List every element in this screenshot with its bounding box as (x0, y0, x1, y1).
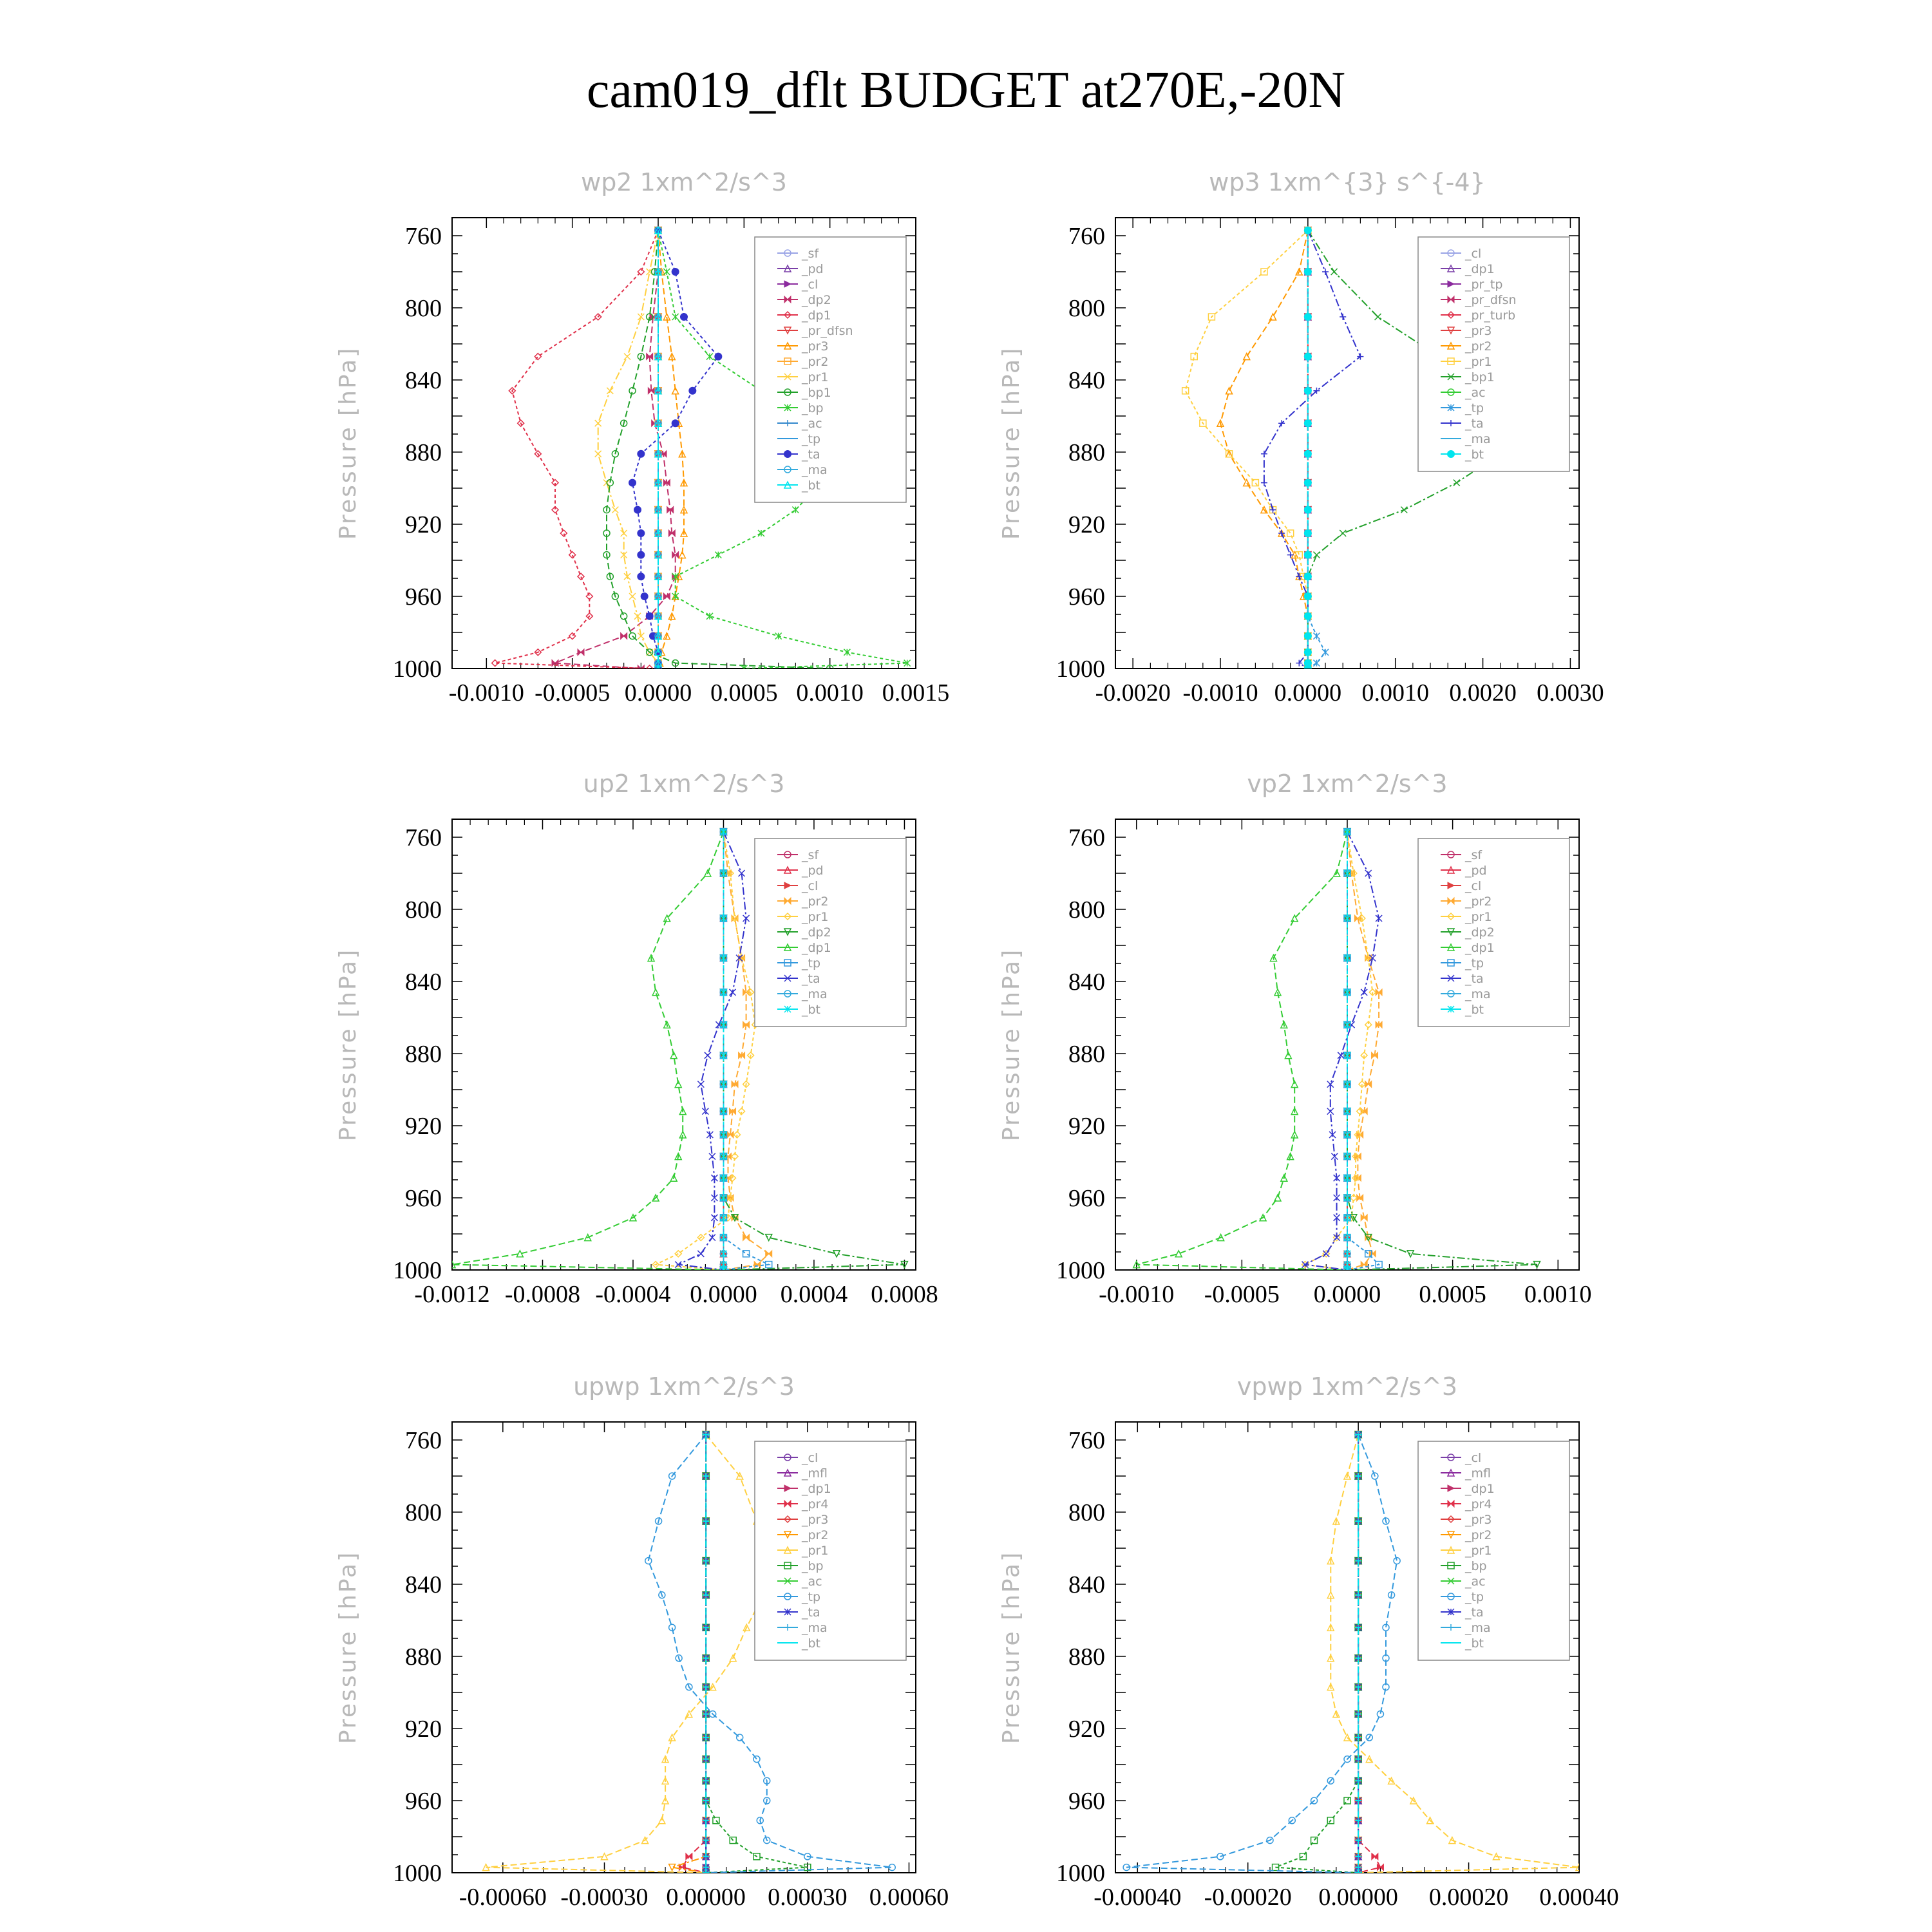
legend-label: _pr_dfsn (1465, 293, 1517, 307)
x-tick-label: 0.0020 (1449, 679, 1517, 706)
series-point (621, 613, 627, 620)
y-tick-label: 960 (405, 1185, 442, 1212)
legend-label: _pr3 (802, 339, 829, 354)
series-point (737, 1734, 743, 1741)
series-point (1304, 387, 1312, 395)
chart-panel-0 (335, 168, 949, 706)
x-tick-label: 0.0000 (1274, 679, 1342, 706)
series-point (680, 313, 688, 321)
series-line (598, 231, 658, 668)
legend-label: _pr1 (802, 1544, 829, 1558)
series-point (706, 354, 713, 360)
x-tick-label: -0.0012 (414, 1281, 490, 1308)
series-point (569, 552, 576, 558)
legend-label: _tp (802, 1590, 821, 1604)
legend-label: _ma (1465, 432, 1491, 446)
legend-label: _ta (1465, 417, 1484, 431)
x-tick-label: 0.0010 (796, 679, 864, 706)
legend-label: _mfl (802, 1466, 828, 1481)
legend-label: _pr1 (1465, 910, 1492, 924)
series-point (1304, 649, 1312, 656)
series-point (1304, 592, 1312, 600)
legend-label: _tp (802, 956, 821, 971)
series-line (1276, 1435, 1359, 1873)
legend-label: _bt (1465, 448, 1484, 462)
y-tick-label: 960 (405, 583, 442, 611)
series-point (758, 530, 764, 536)
y-tick-label: 1000 (393, 1860, 442, 1887)
y-tick-label: 920 (1068, 1716, 1105, 1743)
y-tick-label: 1000 (1056, 656, 1105, 683)
series-point (663, 269, 670, 275)
series-line (672, 1435, 706, 1873)
panel-title: wp2 1xm^2/s^3 (581, 168, 787, 196)
x-tick-label: -0.00030 (560, 1884, 649, 1911)
x-tick-label: 0.0005 (710, 679, 778, 706)
legend-label: _cl (1465, 1451, 1482, 1465)
series-point (1344, 1734, 1350, 1741)
series-point (705, 1052, 711, 1059)
y-tick-label: 800 (405, 1499, 442, 1526)
series-point (1261, 480, 1267, 486)
y-tick-label: 760 (405, 1427, 442, 1454)
legend-label: _pr1 (802, 370, 829, 384)
series-point (621, 633, 627, 639)
x-tick-label: -0.00020 (1204, 1884, 1292, 1911)
x-tick-label: -0.00040 (1094, 1884, 1182, 1911)
series-point (679, 552, 685, 558)
series-point (697, 1081, 704, 1088)
series-point (675, 1081, 681, 1088)
legend-label: _sf (802, 848, 819, 862)
series-point (1304, 632, 1312, 640)
series-point (1304, 450, 1312, 458)
y-tick-label: 1000 (393, 1257, 442, 1284)
legend-label: _ac (1465, 386, 1486, 400)
legend-label: _dp1 (1465, 1482, 1495, 1496)
x-tick-label: 0.00040 (1539, 1884, 1619, 1911)
series-point (743, 1235, 750, 1241)
series-point (1287, 552, 1294, 558)
series-point (637, 551, 645, 559)
legend-label: _pr3 (1465, 324, 1492, 338)
legend-label: _dp2 (802, 925, 831, 940)
y-tick-label: 880 (405, 1041, 442, 1068)
series-point (595, 451, 601, 457)
series-point (1375, 314, 1381, 320)
legend-label: _pr4 (1465, 1497, 1492, 1511)
legend-label: _pr2 (1465, 1528, 1492, 1542)
series-point (715, 552, 721, 558)
x-tick-label: 0.0010 (1524, 1281, 1592, 1308)
x-tick-label: 0.0010 (1361, 679, 1429, 706)
series-point (1304, 419, 1312, 427)
series-point (1323, 1251, 1329, 1257)
y-axis-label: Pressure [hPa] (998, 346, 1025, 540)
series-line (682, 1435, 706, 1873)
legend-label: _bp1 (1465, 370, 1495, 384)
y-tick-label: 760 (1068, 824, 1105, 851)
legend-label: _bp1 (802, 386, 831, 400)
legend-label: _bt (802, 1636, 821, 1651)
legend-label: _bp (802, 1559, 824, 1573)
series-point (637, 450, 645, 458)
series-line (452, 832, 724, 1270)
series-point (753, 1756, 760, 1763)
legend-label: _pr_tp (1465, 278, 1503, 292)
y-axis-label: Pressure [hPa] (335, 1550, 361, 1745)
series-point (1338, 1052, 1344, 1059)
x-tick-label: -0.0010 (1099, 1281, 1175, 1308)
series-point (1407, 1251, 1414, 1257)
legend-label: _bt (802, 478, 821, 493)
series-line (1308, 231, 1325, 668)
legend-label: _pr2 (802, 1528, 829, 1542)
y-tick-label: 920 (405, 1716, 442, 1743)
y-tick-label: 760 (405, 824, 442, 851)
legend-label: _cl (802, 879, 819, 893)
x-tick-label: 0.0000 (1313, 1281, 1381, 1308)
y-tick-label: 880 (1068, 1041, 1105, 1068)
y-tick-label: 880 (405, 439, 442, 466)
series-point (1304, 665, 1312, 672)
legend-label: _pr3 (1465, 1513, 1492, 1527)
legend-label: _ac (802, 417, 822, 431)
x-tick-label: -0.0020 (1095, 679, 1171, 706)
series-point (1401, 507, 1407, 513)
x-tick-label: 0.00060 (869, 1884, 949, 1911)
legend-label: _pr_dfsn (802, 324, 853, 338)
series-point (637, 573, 645, 580)
chart-panel-3 (998, 770, 1592, 1308)
y-tick-label: 840 (1068, 969, 1105, 996)
y-tick-label: 920 (1068, 511, 1105, 538)
legend-label: _ta (802, 448, 820, 462)
legend-label: _bp (1465, 1559, 1487, 1573)
legend-label: _ma (802, 987, 828, 1001)
legend-label: _bt (1465, 1003, 1484, 1017)
series-point (1278, 420, 1285, 426)
legend-label: _pr4 (802, 1497, 829, 1511)
y-axis-label: Pressure [hPa] (998, 1550, 1025, 1745)
x-tick-label: 0.0000 (690, 1281, 757, 1308)
series-point (1304, 529, 1312, 537)
series-point (652, 989, 659, 996)
legend-label: _ta (1465, 972, 1484, 986)
y-tick-label: 800 (405, 896, 442, 923)
legend-label: _tp (1465, 401, 1484, 415)
series-point (672, 419, 679, 427)
panel-title: up2 1xm^2/s^3 (583, 770, 785, 798)
panel-title: wp3 1xm^{3} s^{-4} (1209, 168, 1486, 196)
legend-label: _dp1 (802, 308, 831, 323)
y-axis-label: Pressure [hPa] (335, 947, 361, 1142)
legend-label: _pr2 (1465, 895, 1492, 909)
legend-label: _pd (802, 262, 824, 276)
chart-panel-4 (335, 1372, 949, 1911)
y-tick-label: 840 (405, 367, 442, 394)
y-tick-label: 1000 (393, 656, 442, 683)
y-tick-label: 960 (1068, 1185, 1105, 1212)
y-tick-label: 840 (1068, 367, 1105, 394)
legend-label: _cl (802, 1451, 819, 1465)
x-tick-label: -0.0004 (595, 1281, 671, 1308)
series-point (1313, 660, 1320, 667)
series-point (1313, 552, 1320, 558)
series-point (672, 388, 679, 394)
legend-label: _ac (1465, 1575, 1486, 1589)
y-tick-label: 800 (1068, 295, 1105, 322)
series-point (672, 593, 679, 600)
legend-label: _tp (1465, 1590, 1484, 1604)
legend-label: _ma (802, 463, 828, 477)
legend-label: _bt (1465, 1636, 1484, 1651)
legend-label: _ta (802, 972, 820, 986)
legend-label: _cl (1465, 879, 1482, 893)
legend-label: _dp1 (1465, 941, 1495, 955)
legend-label: _dp1 (802, 1482, 831, 1496)
y-tick-label: 1000 (1056, 1257, 1105, 1284)
series-point (1322, 269, 1329, 275)
series-point (688, 387, 696, 395)
series-point (1304, 227, 1312, 234)
x-tick-label: 0.0030 (1537, 679, 1604, 706)
y-tick-label: 920 (405, 511, 442, 538)
series-point (1304, 479, 1312, 487)
series-point (1372, 1853, 1378, 1860)
series-point (697, 1251, 704, 1257)
x-tick-label: 0.0015 (882, 679, 950, 706)
legend-label: _pr2 (802, 355, 829, 369)
series-point (1304, 313, 1312, 321)
series-line (1358, 1435, 1380, 1873)
y-tick-label: 800 (1068, 896, 1105, 923)
series-point (595, 420, 601, 426)
y-tick-label: 960 (1068, 1788, 1105, 1815)
legend-label: _bp (802, 401, 824, 415)
x-tick-label: 0.0008 (871, 1281, 938, 1308)
legend-label: _sf (802, 247, 819, 261)
legend-label: _dp1 (802, 941, 831, 955)
series-point (686, 1853, 692, 1860)
panel-title: upwp 1xm^2/s^3 (573, 1372, 795, 1401)
legend-label: _pr1 (1465, 1544, 1492, 1558)
series-point (578, 573, 584, 580)
legend-label: _pd (802, 864, 824, 878)
legend-label: _tp (802, 432, 821, 446)
y-axis-label: Pressure [hPa] (335, 346, 361, 540)
y-tick-label: 800 (405, 295, 442, 322)
legend-label: _ma (1465, 987, 1491, 1001)
series-point (560, 530, 567, 536)
series-line (1126, 1435, 1397, 1873)
legend-label: _pr2 (802, 895, 829, 909)
series-point (1304, 551, 1312, 559)
x-tick-label: 0.00000 (1318, 1884, 1398, 1911)
y-tick-label: 800 (1068, 1499, 1105, 1526)
series-point (1304, 353, 1312, 361)
series-point (1304, 506, 1312, 514)
series-line (1305, 832, 1373, 1270)
series-point (1322, 649, 1329, 656)
x-tick-label: -0.0008 (504, 1281, 581, 1308)
legend-label: _pr_turb (1465, 308, 1516, 323)
legend-label: _pr2 (1465, 339, 1492, 354)
legend-label: _dp1 (1465, 262, 1495, 276)
series-line (1220, 231, 1308, 668)
chart-panel-1 (998, 168, 1604, 706)
y-tick-label: 840 (1068, 1571, 1105, 1598)
y-tick-label: 880 (1068, 1643, 1105, 1671)
series-point (663, 593, 670, 600)
series-point (709, 1153, 715, 1160)
series-point (1340, 530, 1346, 536)
series-line (555, 231, 676, 668)
series-point (766, 1251, 772, 1257)
series-point (1226, 388, 1233, 394)
legend-label: _pd (1465, 864, 1487, 878)
series-line (1137, 832, 1347, 1270)
y-tick-label: 960 (405, 1788, 442, 1815)
legend-label: _pr1 (802, 910, 829, 924)
legend-label: _cl (1465, 247, 1482, 261)
panel-title: vp2 1xm^2/s^3 (1247, 770, 1448, 798)
legend-label: _pr3 (802, 1513, 829, 1527)
series-line (486, 1435, 767, 1873)
x-tick-label: -0.0005 (535, 679, 611, 706)
series-line (1186, 231, 1308, 668)
y-tick-label: 960 (1068, 583, 1105, 611)
series-point (634, 506, 641, 514)
x-tick-label: -0.0005 (1204, 1281, 1280, 1308)
y-tick-label: 840 (405, 969, 442, 996)
series-point (659, 1817, 665, 1824)
legend-box (755, 237, 906, 502)
x-tick-label: 0.00020 (1428, 1884, 1509, 1911)
series-point (1331, 269, 1338, 275)
series-point (1304, 573, 1312, 580)
x-tick-label: 0.0004 (780, 1281, 848, 1308)
y-tick-label: 880 (405, 1643, 442, 1671)
legend-label: _dp2 (1465, 925, 1495, 940)
series-line (632, 231, 718, 668)
series-point (1340, 314, 1346, 320)
x-tick-label: -0.0010 (1182, 679, 1258, 706)
series-point (624, 354, 630, 360)
legend-label: _ta (802, 1605, 820, 1620)
series-point (1313, 633, 1320, 639)
legend-marker (1447, 450, 1455, 458)
x-tick-label: 0.00030 (768, 1884, 848, 1911)
series-point (792, 507, 799, 513)
legend-label: _dp2 (802, 293, 831, 307)
series-point (629, 479, 636, 487)
y-tick-label: 760 (1068, 223, 1105, 250)
series-point (612, 507, 618, 513)
y-tick-label: 920 (1068, 1113, 1105, 1140)
series-point (621, 530, 627, 536)
series-point (1261, 451, 1267, 457)
series-point (672, 268, 679, 276)
series-point (1274, 1195, 1281, 1201)
legend-label: _bt (802, 1003, 821, 1017)
y-tick-label: 1000 (1056, 1860, 1105, 1887)
legend-label: _tp (1465, 956, 1484, 971)
y-tick-label: 880 (1068, 439, 1105, 466)
x-tick-label: -0.0010 (448, 679, 524, 706)
series-point (672, 314, 679, 320)
series-point (1244, 480, 1250, 486)
panel-title: vpwp 1xm^2/s^3 (1236, 1372, 1458, 1401)
series-point (646, 612, 654, 620)
series-point (670, 1052, 677, 1059)
series-point (714, 353, 722, 361)
x-tick-label: -0.00060 (459, 1884, 547, 1911)
series-point (637, 529, 645, 537)
legend-label: _sf (1465, 848, 1482, 862)
chart-panel-2 (335, 770, 938, 1308)
chart-panel-5 (998, 1372, 1619, 1911)
series-point (844, 649, 850, 656)
y-tick-label: 840 (405, 1571, 442, 1598)
legend-label: _ac (802, 1575, 822, 1589)
legend-label: _pr1 (1465, 355, 1492, 369)
series-point (1291, 1081, 1298, 1088)
legend-label: _ma (1465, 1621, 1491, 1635)
series-point (1270, 314, 1276, 320)
legend-marker (784, 450, 791, 458)
series-point (1454, 480, 1460, 486)
series-point (1327, 1108, 1334, 1115)
legend-label: _cl (802, 278, 819, 292)
y-axis-label: Pressure [hPa] (998, 947, 1025, 1142)
series-point (607, 388, 613, 394)
legend-label: _ta (1465, 1605, 1484, 1620)
figure-title: cam019_dflt BUDGET at270E,-20N (586, 62, 1346, 118)
legend-label: _mfl (1465, 1466, 1491, 1481)
series-point (1304, 612, 1312, 620)
x-tick-label: 0.0005 (1419, 1281, 1486, 1308)
legend-label: _ma (802, 1621, 828, 1635)
series-point (578, 649, 584, 656)
x-tick-label: 0.00000 (666, 1884, 746, 1911)
y-tick-label: 760 (405, 223, 442, 250)
y-tick-label: 760 (1068, 1427, 1105, 1454)
x-tick-label: 0.0000 (624, 679, 692, 706)
series-point (629, 593, 636, 600)
series-line (678, 832, 746, 1270)
series-point (641, 592, 649, 600)
series-line (1264, 231, 1360, 668)
series-line (1305, 832, 1379, 1270)
series-line (656, 832, 755, 1270)
y-tick-label: 920 (405, 1113, 442, 1140)
series-point (1304, 268, 1312, 276)
